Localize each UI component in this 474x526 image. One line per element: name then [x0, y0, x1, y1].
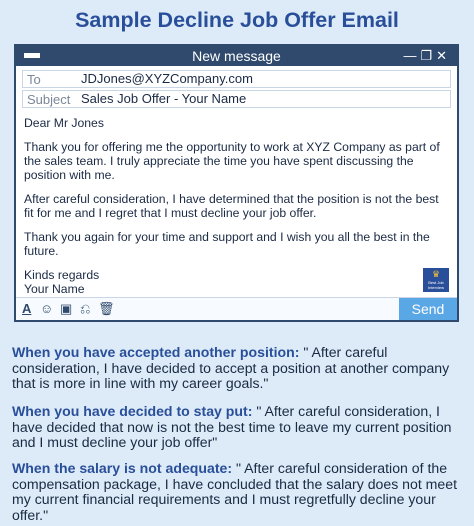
close-icon[interactable]: ✕	[436, 48, 451, 63]
tip-heading: When you have accepted another position:	[12, 344, 300, 360]
to-field[interactable]	[22, 70, 451, 88]
tip-stay-put	[12, 404, 464, 451]
tip-salary-not-adequate	[12, 461, 464, 523]
emoji-icon[interactable]: ☺	[40, 301, 54, 316]
tip-heading: When the salary is not adequate:	[12, 460, 233, 476]
paragraph-2: After careful consideration, I have determined that the position is not the best fit for me and I regret that I must decline your job offer.	[24, 192, 439, 220]
paragraph-1: Thank you for offering me the opportunity to work at XYZ Company as part of the sales team. I truly appreciate the time you have spent discussing the position with me.	[24, 140, 440, 182]
to-label: To	[27, 72, 41, 87]
subject-field[interactable]	[22, 90, 451, 108]
paragraph-3: Thank you again for your time and support and I wish you all the best in the future.	[24, 230, 430, 258]
closing: Kinds regards	[24, 268, 100, 282]
compose-title: New message	[192, 48, 281, 64]
subject-label: Subject	[27, 92, 71, 107]
trash-icon[interactable]: 🗑	[98, 301, 115, 316]
minimize-icon[interactable]: —	[403, 48, 421, 63]
to-value[interactable]: JDJones@XYZCompany.com	[81, 71, 253, 86]
subject-value[interactable]: Sales Job Offer - Your Name	[81, 91, 247, 106]
page-title: Sample Decline Job Offer Email	[75, 8, 399, 32]
tip-text: " After careful consideration, I have decided to accept a position at another company that is more in line with my career goals."	[12, 344, 450, 391]
email-compose-window	[14, 44, 459, 322]
signature-name: Your Name	[24, 282, 85, 296]
greeting: Dear Mr Jones	[24, 116, 104, 130]
font-icon[interactable]: A	[22, 301, 32, 316]
tip-text: " After careful consideration, I have decided that now is not the best time to leave my current position and I must decline your job offer"	[12, 403, 452, 450]
window-controls	[403, 48, 451, 64]
logo-text: Best Job Interview	[427, 280, 444, 290]
attachment-icon[interactable]: ⎌	[80, 301, 91, 316]
compose-toolbar	[16, 297, 457, 320]
crown-icon: ♛	[431, 269, 441, 279]
send-button[interactable]: Send	[399, 298, 457, 320]
tip-accepted-another-position	[12, 345, 464, 392]
best-job-interview-logo	[423, 268, 449, 292]
maximize-icon[interactable]: ❐	[420, 48, 437, 63]
message-body[interactable]	[24, 116, 447, 296]
tip-text: " After careful consideration of the compensation package, I have concluded that the salary does not meet my current financial requirements and I must regretfully decline your offer."	[12, 460, 458, 523]
image-icon[interactable]: ▣	[60, 301, 73, 316]
tip-heading: When you have decided to stay put:	[12, 403, 253, 419]
compose-titlebar	[16, 46, 457, 66]
